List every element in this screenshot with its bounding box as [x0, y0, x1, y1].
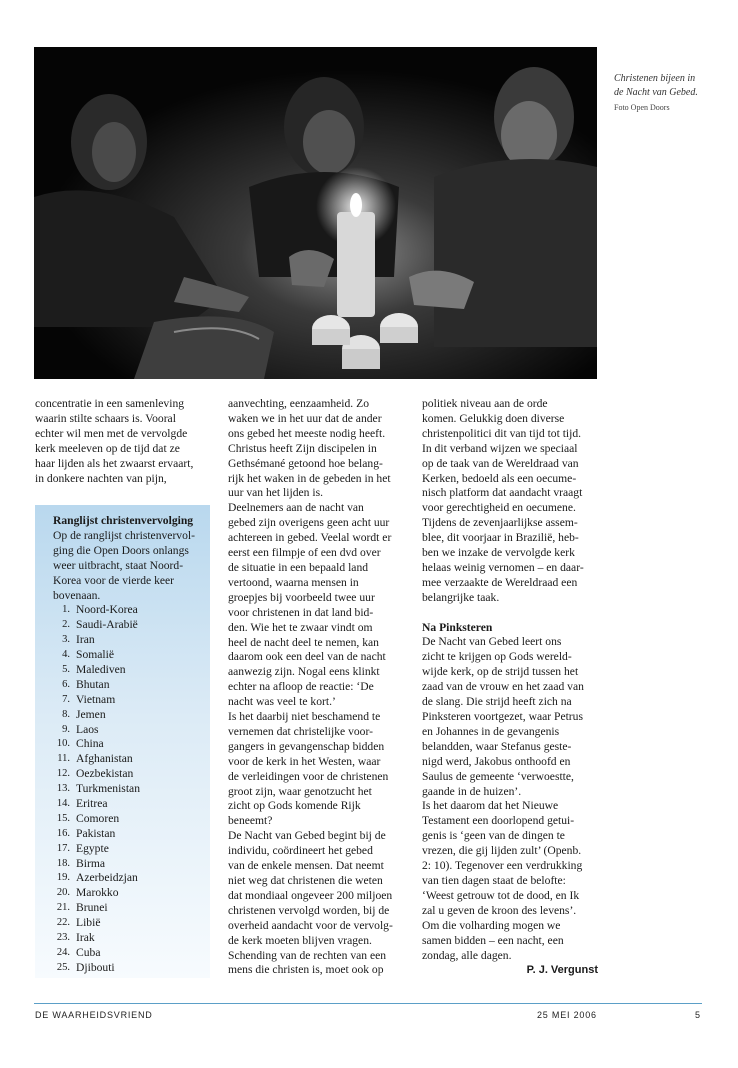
ranking-country: Turkmenistan	[76, 782, 140, 796]
ranking-country: Vietnam	[76, 692, 116, 706]
spacer	[422, 606, 602, 621]
text-line: de situatie in een bepaald land	[228, 560, 369, 574]
ranking-item	[53, 871, 210, 886]
text-line: uur van het lijden is.	[228, 486, 323, 500]
intro-line: weer uitbracht, staat Noord-	[53, 558, 184, 572]
text-line: politiek niveau aan de orde	[422, 397, 548, 410]
caption-line: Christenen bijeen in	[614, 73, 696, 84]
footer-date: 25 MEI 2006	[537, 1010, 597, 1020]
text-line: rijk het waken in de gebeden in het	[228, 471, 391, 485]
ranking-country: Comoren	[76, 811, 120, 825]
text-line: individu, coördineert het gebed	[228, 844, 373, 858]
text-line: zal u geven de kroon des levens’.	[422, 903, 577, 917]
text-line: zicht te krijgen op Gods wereld-	[422, 650, 572, 664]
text-line: Schending van de rechten van een	[228, 948, 387, 962]
ranking-number: 11.	[57, 753, 70, 765]
ranking-number: 17.	[56, 842, 70, 854]
text-line: samen bidden – een nacht, een	[422, 933, 564, 947]
text-line: op de taak van de Wereldraad van	[422, 456, 579, 470]
ranking-country: Egypte	[76, 841, 109, 855]
text-line: komen. Gelukkig doen diverse	[422, 411, 565, 425]
text-line: zicht op Gods komende Rijk	[228, 799, 361, 813]
ranking-number: 5.	[62, 664, 70, 675]
ranking-country: Malediven	[76, 663, 126, 676]
text-line: gebed zijn overigens geen acht uur	[228, 516, 390, 530]
text-line: voor de kerk in het Westen, waar	[228, 754, 381, 768]
ranking-number: 3.	[62, 634, 70, 646]
text-line: de verleidingen voor de christenen	[228, 769, 389, 783]
column-1	[35, 397, 215, 486]
text-line: den. Wie het te zwaar vindt om	[228, 620, 373, 634]
text-line: Tijdens de zevenjaarlijkse assem-	[422, 516, 578, 530]
text-line: gaande in de huizen’.	[422, 784, 522, 798]
footer-rule	[34, 1003, 702, 1004]
ranking-country: Irak	[76, 931, 95, 945]
text-line: Kerken, bedoeld als een oecume-	[422, 471, 577, 485]
ranking-number: 18.	[56, 857, 70, 869]
ranking-number: 23.	[56, 932, 70, 944]
text-line: Gethsémané getoond hoe belang-	[228, 456, 383, 470]
ranking-item	[53, 633, 210, 648]
ranking-item	[53, 961, 210, 976]
ranking-number: 8.	[62, 708, 70, 720]
ranking-number: 22.	[56, 917, 70, 929]
text-line: waarin stilte schaars is. Vooral	[35, 411, 176, 425]
ranking-country: Birma	[76, 856, 105, 870]
text-line: achtereen in gebed. Veelal wordt er	[228, 531, 392, 545]
text-line: vrezen, die gij lijden zult’ (Openb.	[422, 844, 582, 858]
text-line: voor gerechtigheid en oecumene.	[422, 501, 576, 515]
ranking-item	[53, 618, 210, 633]
text-line: De Nacht van Gebed leert ons	[422, 635, 562, 649]
text-line: ons gebed het meeste nodig heeft.	[228, 426, 386, 440]
text-line: echter wil men met de vervolgde	[35, 426, 188, 440]
ranking-number: 25.	[56, 961, 70, 973]
ranking-number: 19.	[56, 872, 70, 884]
text-line: gangers in gevangenschap bidden	[228, 739, 385, 753]
column-3-part-2	[422, 635, 602, 963]
ranking-country: Eritrea	[76, 797, 108, 811]
author-signature: P. J. Vergunst	[526, 964, 598, 977]
text-line: nisch platform dat aandacht vraagt	[422, 486, 583, 500]
text-line: helaas weinig vernomen – en daar-	[422, 560, 584, 574]
ranking-country: Libië	[76, 916, 101, 930]
ranking-country: Saudi-Arabië	[76, 618, 138, 632]
text-line: ben we inzake de vervolgde kerk	[422, 546, 575, 560]
ranking-item	[53, 678, 210, 693]
text-line: groepjes bij voorbeeld twee uur	[228, 590, 375, 604]
ranking-number: 14.	[56, 798, 70, 810]
text-line: in donkere nachten van pijn,	[35, 471, 167, 485]
text-line: voor christenen in dat land bid-	[228, 605, 374, 619]
text-line: kerk meeleven op de tijd dat ze	[35, 441, 180, 455]
ranking-number: 10.	[56, 738, 70, 750]
ranking-item	[53, 812, 210, 827]
ranking-country: Oezbekistan	[76, 767, 134, 781]
ranking-item	[53, 693, 210, 708]
text-line: wijde kerk, op de strijd tussen het	[422, 665, 579, 679]
text-line: Testament een doorlopend getui-	[422, 814, 575, 828]
candle-photo	[34, 47, 597, 379]
ranking-number: 15.	[56, 812, 70, 824]
ranking-item	[53, 663, 210, 678]
text-line: en Johannes in de gevangenis	[422, 724, 560, 738]
ranking-country: Noord-Korea	[76, 603, 138, 617]
column-3-part-1	[422, 397, 602, 606]
ranking-number: 13.	[56, 783, 70, 795]
ranking-number: 1.	[62, 604, 70, 616]
text-line: de slang. Die strijd heeft zich na	[422, 695, 572, 709]
text-line: aanvechting, eenzaamheid. Zo	[228, 397, 369, 410]
text-line: eerst een filmpje of een dvd over	[228, 546, 381, 560]
text-line: Pinksteren voortgezet, waar Petrus	[422, 710, 583, 724]
ranking-country: Cuba	[76, 945, 101, 959]
text-line: waken we in het uur dat de ander	[228, 411, 382, 425]
ranking-item	[53, 946, 210, 961]
text-line: christenen vervolgd worden, bij de	[228, 903, 390, 917]
text-line: zaad van de vrouw en het zaad van	[422, 680, 584, 694]
ranking-item	[53, 797, 210, 812]
photo-credit: Foto Open Doors	[614, 103, 670, 112]
ranking-number: 7.	[62, 693, 70, 705]
ranking-number: 12.	[56, 768, 70, 780]
ranking-number: 2.	[62, 619, 70, 631]
text-line: Christus heeft Zijn discipelen in	[228, 441, 377, 455]
ranking-country: Iran	[76, 633, 95, 647]
text-line: Saulus de gemeente ‘verwoestte,	[422, 769, 574, 783]
ranking-item	[53, 603, 210, 618]
ranking-item	[53, 648, 210, 663]
text-line: ‘Weest getrouw tot de dood, en Ik	[422, 888, 580, 902]
ranking-item	[53, 842, 210, 857]
ranking-country: Somalië	[76, 648, 114, 662]
text-line: haar lijden als het zwaarst ervaart,	[35, 456, 194, 470]
intro-line: Korea voor de vierde keer	[53, 573, 175, 587]
ranking-item	[53, 752, 210, 767]
photo-caption	[614, 72, 724, 115]
text-line: mens die christen is, moet ook op	[228, 963, 384, 977]
footer-publication: DE WAARHEIDSVRIEND	[35, 1010, 153, 1020]
text-line: van tien dagen staat de belofte:	[422, 873, 566, 887]
ranking-item	[53, 737, 210, 752]
ranking-country: Jemen	[76, 707, 106, 721]
ranking-country: Brunei	[76, 901, 108, 915]
text-line: aanwezig zijn. Nogal eens klinkt	[228, 665, 380, 679]
intro-line: Op de ranglijst christenvervol-	[53, 528, 195, 542]
ranking-item	[53, 782, 210, 797]
ranking-item	[53, 857, 210, 872]
text-line: Is het daarbij niet beschamend te	[228, 710, 381, 724]
text-line: christenpolitici dit van tijd tot tijd.	[422, 426, 582, 440]
text-line: De Nacht van Gebed begint bij de	[228, 829, 386, 843]
text-line: mee verzaakte de Wereldraad een	[422, 575, 578, 589]
ranking-box	[35, 505, 210, 978]
text-line: niet weg dat christenen die weten	[228, 874, 383, 887]
column-3	[422, 397, 602, 978]
subheading: Na Pinksteren	[422, 620, 493, 634]
text-line: belangrijke taak.	[422, 590, 500, 604]
column-2	[228, 397, 408, 978]
ranking-country: Laos	[76, 722, 99, 736]
text-line: overheid aandacht voor de vervolg-	[228, 918, 393, 932]
intro-line: bovenaan.	[53, 588, 101, 602]
ranking-item	[53, 723, 210, 738]
text-line: zondag, alle dagen.	[422, 948, 512, 962]
text-line: groot zijn, waar genotzucht het	[228, 784, 372, 798]
text-line: vertoond, waarna mensen in	[228, 575, 359, 589]
text-line: dat mondiaal ongeveer 200 miljoen	[228, 888, 393, 902]
text-line: daarom ook een deel van de nacht	[228, 650, 386, 664]
ranking-country: Pakistan	[76, 826, 116, 840]
text-line: In dit verband wijzen we speciaal	[422, 441, 578, 455]
text-line: belandden, waar Stefanus geste-	[422, 739, 572, 753]
ranking-item	[53, 767, 210, 782]
text-line: nigd werd, Jakobus onthoofd en	[422, 754, 571, 768]
caption-line: de Nacht van Gebed.	[614, 86, 698, 98]
ranking-number: 9.	[62, 723, 70, 735]
text-line: Is het daarom dat het Nieuwe	[422, 799, 559, 813]
ranking-country: China	[76, 737, 104, 751]
text-line: nacht was veel te kort.’	[228, 695, 336, 709]
intro-line: ging die Open Doors onlangs	[53, 543, 189, 557]
text-line: genis is ‘geen van de dingen te	[422, 829, 565, 843]
text-line: van de enkele mensen. Dat neemt	[228, 859, 384, 873]
text-line: beneemt?	[228, 814, 273, 828]
ranking-number: 24.	[56, 946, 70, 958]
ranking-country: Bhutan	[76, 677, 110, 691]
text-line: concentratie in een samenleving	[35, 397, 185, 410]
text-line: 2: 10). Tegenover een verdrukking	[422, 859, 583, 873]
ranking-item	[53, 916, 210, 931]
text-line: echter na afloop de reactie: ‘De	[228, 680, 374, 694]
text-line: heel de nacht deel te nemen, kan	[228, 635, 379, 649]
ranking-item	[53, 708, 210, 723]
ranking-country: Afghanistan	[76, 752, 133, 766]
ranking-number: 4.	[62, 649, 70, 661]
ranking-item	[53, 901, 210, 916]
ranking-number: 21.	[56, 902, 70, 914]
text-line: de kerk moeten blijven vragen.	[228, 933, 372, 947]
ranking-number: 6.	[62, 678, 70, 690]
ranking-number: 16.	[56, 827, 70, 839]
ranking-title: Ranglijst christenvervolging	[53, 514, 194, 527]
page-number: 5	[695, 1010, 701, 1020]
ranking-item	[53, 827, 210, 842]
text-line: Deelnemers aan de nacht van	[228, 501, 364, 515]
ranking-item	[53, 886, 210, 901]
text-line: blee, dit voorjaar in Brazilië, heb-	[422, 531, 579, 545]
ranking-country: Djibouti	[76, 960, 115, 974]
ranking-item	[53, 931, 210, 946]
ranking-country: Azerbeidzjan	[76, 871, 138, 885]
ranking-number: 20.	[56, 887, 70, 899]
text-line: vernemen dat christelijke voor-	[228, 724, 373, 738]
ranking-country: Marokko	[76, 886, 119, 900]
ranking-list	[53, 603, 210, 975]
text-line: Om die volharding mogen we	[422, 918, 561, 932]
